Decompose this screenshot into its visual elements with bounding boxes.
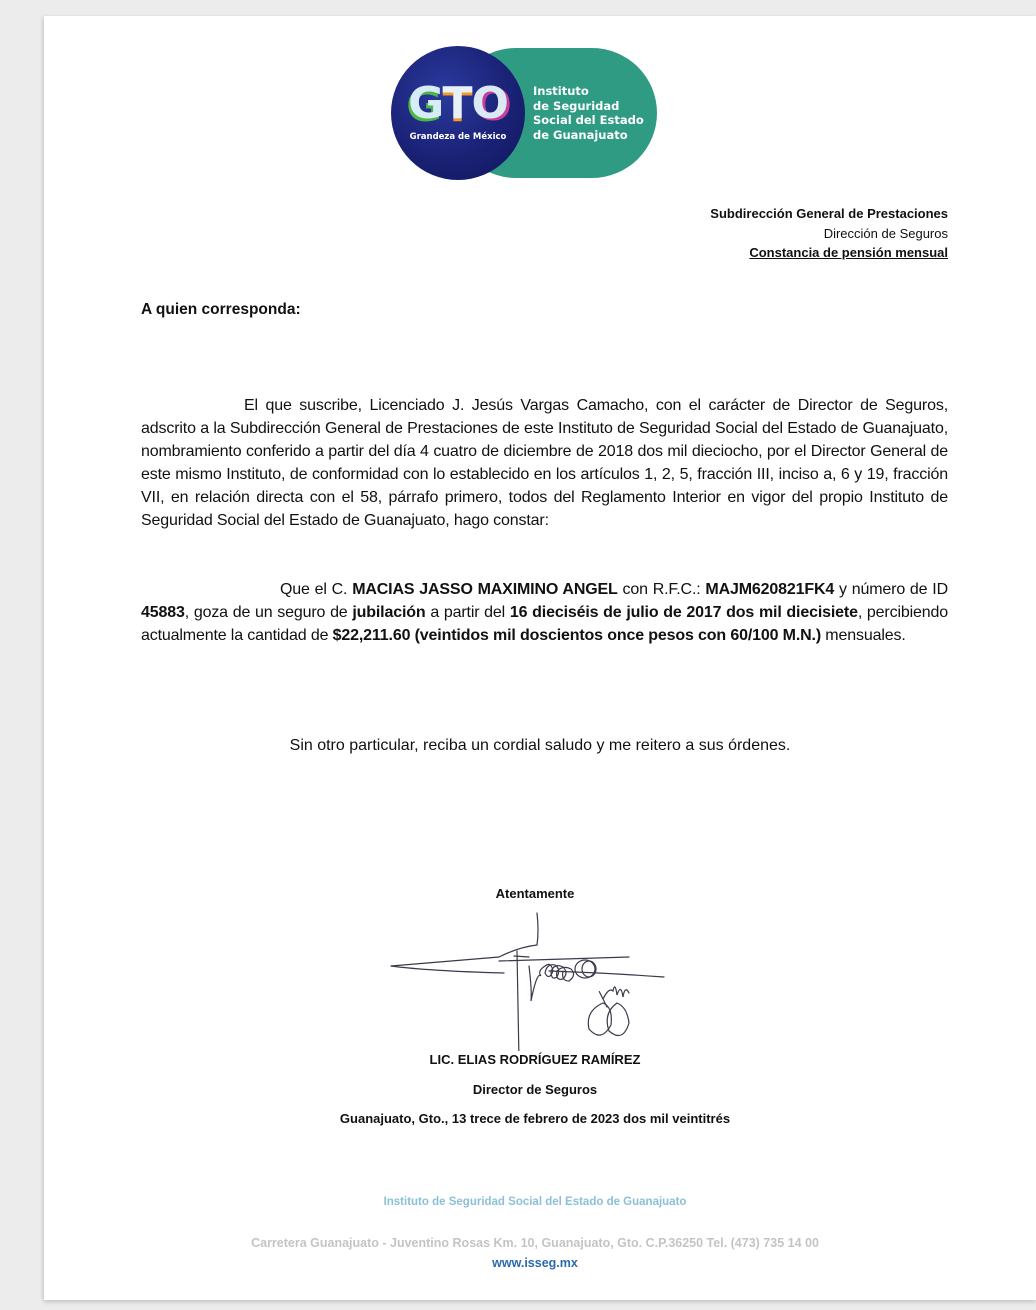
closing-line bbox=[44, 737, 1036, 755]
beneficiary-name: MACIAS JASSO MAXIMINO ANGEL bbox=[352, 581, 618, 598]
signer-name: LIC. ELIAS RODRÍGUEZ RAMÍREZ bbox=[429, 1052, 641, 1067]
logo-line: Social del Estado bbox=[533, 113, 644, 127]
text-run: mensuales. bbox=[821, 627, 906, 644]
isseg-logo bbox=[391, 46, 657, 178]
footer-address: Carretera Guanajuato - Juventino Rosas Km. 10, Guanajuato, Gto. C.P.36250 Tel. (473) 735 14 00 bbox=[251, 1236, 819, 1250]
paragraph-appointment: El que suscribe, Licenciado J. Jesús Vargas Camacho, con el carácter de Director de Seguros, adscrito a la Subdirección General de Prestaciones de este Instituto de Seguridad Social del Estado de Guanajuato, nombramiento conferido a partir del día 4 cuatro de diciembre de 2018 dos mil dieciocho, por el Director General de este mismo Instituto, de conformidad con lo establecido en los artículos 1, 2, 5, fracción III, inciso a, 6 y 19, fracción VII, en relación directa con el 58, párrafo primero, todos del Reglamento Interior en vigor del propio Instituto de Seguridad Social del Estado de Guanajuato, hago constar: bbox=[141, 397, 948, 529]
logo-line: Instituto bbox=[533, 84, 589, 98]
benefit-type: jubilación bbox=[352, 604, 426, 621]
logo-line: de Seguridad bbox=[533, 98, 620, 113]
office-label: Dirección de Seguros bbox=[823, 225, 948, 241]
gto-letter-g: G bbox=[408, 78, 443, 129]
regards-label: Atentamente bbox=[495, 886, 575, 901]
gto-letter-t: T bbox=[442, 78, 472, 129]
text-run: , percibiendo actualmente la cantidad de bbox=[141, 604, 948, 644]
footer-website-link[interactable]: www.isseg.mx bbox=[492, 1256, 578, 1270]
place-and-date: Guanajuato, Gto., 13 trece de febrero de 2023 dos mil veintitrés bbox=[339, 1111, 731, 1126]
signer-title: Director de Seguros bbox=[472, 1082, 598, 1097]
text-run: Que el C. bbox=[280, 581, 353, 598]
gto-wordmark bbox=[405, 78, 511, 129]
text-run: , goza de un seguro de bbox=[184, 604, 353, 621]
salutation: A quien corresponda: bbox=[141, 301, 301, 318]
closing-text: Sin otro particular, reciba un cordial saludo y me reitero a sus órdenes. bbox=[289, 737, 791, 754]
start-date: 16 dieciséis de julio de 2017 dos mil diecisiete bbox=[509, 604, 858, 621]
text-run: con R.F.C.: bbox=[617, 581, 706, 598]
gto-letter-o: O bbox=[471, 78, 508, 129]
document-page bbox=[44, 16, 1036, 1300]
logo-institute-name bbox=[533, 84, 644, 142]
logo-line: de Guanajuato bbox=[533, 127, 628, 142]
document-header bbox=[710, 204, 948, 263]
text-run: a partir del bbox=[425, 604, 510, 621]
footer-institute: Instituto de Seguridad Social del Estado de Guanajuato bbox=[383, 1196, 687, 1208]
paragraph-certification bbox=[141, 578, 948, 647]
rfc-value: MAJM620821FK4 bbox=[705, 581, 835, 598]
document-type-title: Constancia de pensión mensual bbox=[749, 245, 948, 260]
text-run: y número de ID bbox=[834, 581, 948, 598]
logo-tagline: Grandeza de México bbox=[409, 132, 507, 142]
department-label: Subdirección General de Prestaciones bbox=[710, 206, 948, 221]
id-number: 45883 bbox=[141, 604, 185, 621]
handwritten-signature bbox=[389, 911, 669, 1051]
pension-amount: $22,211.60 (veintidos mil doscientos once pesos con 60/100 M.N.) bbox=[332, 627, 822, 644]
